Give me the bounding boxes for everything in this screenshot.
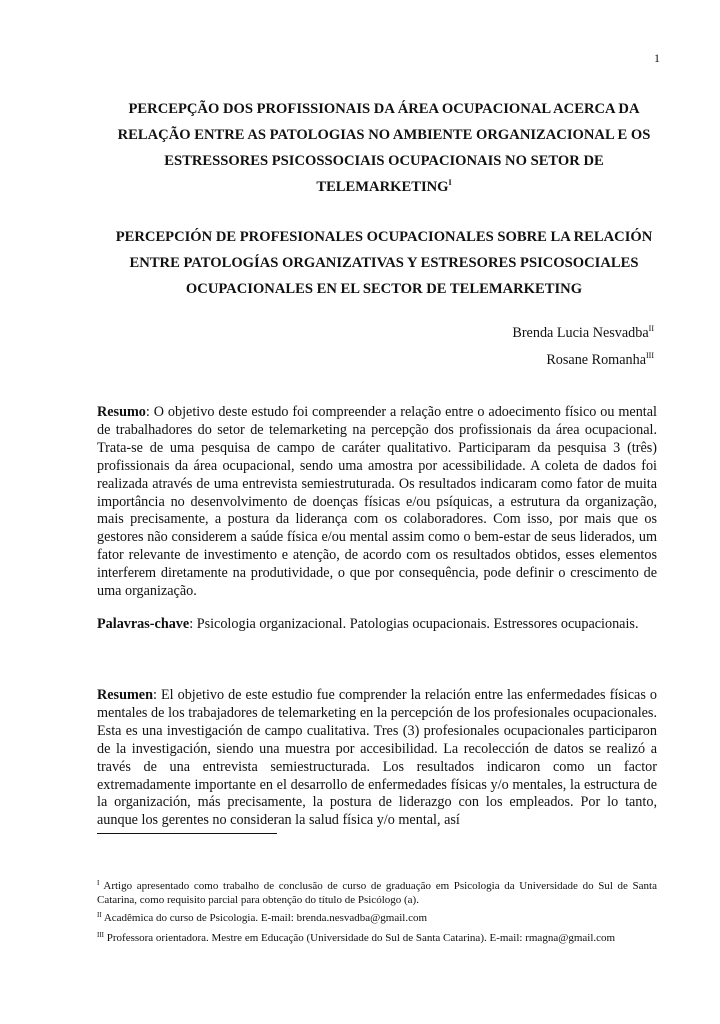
footnote-1-mark: I xyxy=(97,879,100,887)
author-1-name: Brenda Lucia Nesvadba xyxy=(512,325,649,341)
author-1-mark: II xyxy=(648,324,654,333)
title-portuguese xyxy=(96,96,672,200)
footnote-1-text: Artigo apresentado como trabalho de conclusão de curso de graduação em Psicologia da Universidade do Sul de Santa Catarina, como requisito parcial para obtenção do título de Psicólogo (a). xyxy=(97,880,657,906)
title-spanish: PERCEPCIÓN DE PROFESIONALES OCUPACIONALES SOBRE LA RELACIÓN ENTRE PATOLOGÍAS ORGANIZATIVAS Y ESTRESORES PSICOSOCIALES OCUPACIONALES EN EL SECTOR DE TELEMARKETING xyxy=(115,229,653,297)
author-1 xyxy=(512,325,654,342)
author-2 xyxy=(546,352,654,369)
keywords-label: Palavras-chave xyxy=(97,616,190,632)
abstract-portuguese-label: Resumo xyxy=(97,404,146,420)
abstract-spanish xyxy=(97,687,657,830)
abstract-portuguese xyxy=(97,404,657,601)
author-2-mark: III xyxy=(646,351,654,360)
footnote-divider xyxy=(97,833,277,834)
footnote-2 xyxy=(97,911,657,925)
footnote-2-text: Acadêmica do curso de Psicologia. E-mail: brenda.nesvadba@gmail.com xyxy=(103,912,428,924)
footnote-3-mark: III xyxy=(97,931,104,939)
keywords xyxy=(97,612,657,637)
title-portuguese-text: PERCEPÇÃO DOS PROFISSIONAIS DA ÁREA OCUPACIONAL ACERCA DA RELAÇÃO ENTRE AS PATOLOGIAS NO AMBIENTE ORGANIZACIONAL E OS ESTRESSORES PSICOSSOCIAIS OCUPACIONAIS NO SETOR DE TELEMARKETING xyxy=(117,101,651,195)
keywords-text: : Psicologia organizacional. Patologias ocupacionais. Estressores ocupacionais. xyxy=(189,616,639,632)
author-2-name: Rosane Romanha xyxy=(546,352,646,368)
footnote-2-mark: II xyxy=(97,911,102,919)
abstract-spanish-label: Resumen xyxy=(97,687,153,703)
abstract-spanish-text: : El objetivo de este estudio fue comprender la relación entre las enfermedades físicas o mentales de los trabajadores de telemarketing en la percepción de los profesionales ocupacionales. Esta es una investigación de campo cualitativa. Tres (3) profesionales ocupacionales participaron de la investigación, siendo una muestra por accesibilidad. La recolección de datos se realizó a través de una entrevista semiestructurada. Los resultados indicaron como un factor extremadamente importante en el desarrollo de enfermedades físicas y/o mentales, la estructura de la organización, más precisamente, la postura de liderazgo con los empleados. Por lo tanto, aunque los gerentes no consideran la salud física y/o mental, así xyxy=(97,687,657,829)
footnote-3 xyxy=(97,931,657,945)
footnote-1 xyxy=(97,879,657,907)
title-footnote-mark: I xyxy=(448,178,452,187)
abstract-portuguese-text: : O objetivo deste estudo foi compreender a relação entre o adoecimento físico ou mental de trabalhadores do setor de telemarketing na percepção dos profissionais da área ocupacional. Trata-se de uma pesquisa de campo de caráter qualitativo. Participaram da pesquisa 3 (três) profissionais da área ocupacional, sendo uma amostra por acessibilidade. A coleta de dados foi realizada através de uma entrevista semiestruturada. Os resultados indicaram como fator de muita importância no desenvolvimento de doenças físicas e/ou psíquicas, a estrutura da organização, mais precisamente, a postura da liderança com os colaboradores. Com isso, por mais que os gestores não considerem a saúde física e/ou mental assim como o bem-estar de seus liderados, um fator relevante de investimento e atenção, de acordo com os resultados obtidos, esses elementos interferem diretamente na produtividade, o que por consequência, pode definir o crescimento de uma organização. xyxy=(97,404,657,600)
page-number: 1 xyxy=(654,51,660,65)
footnote-3-text: Professora orientadora. Mestre em Educação (Universidade do Sul de Santa Catarina). E-mail: rmagna@gmail.com xyxy=(106,932,616,944)
